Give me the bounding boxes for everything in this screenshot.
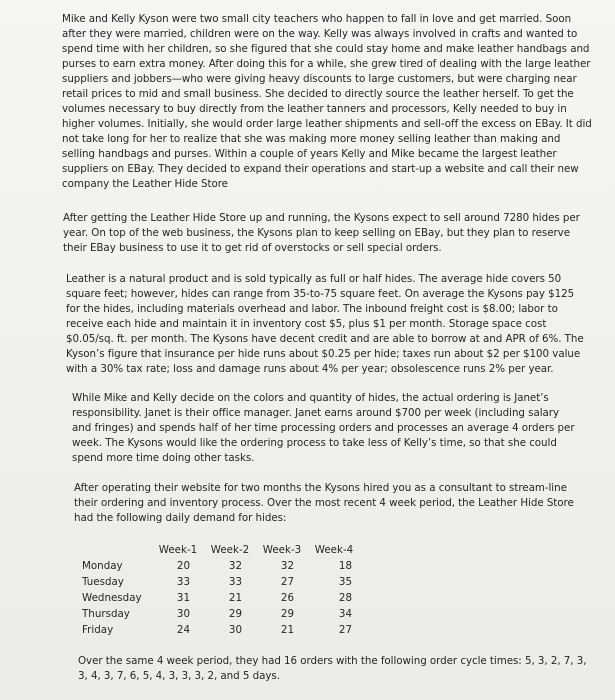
daily-demand-table — [82, 542, 360, 638]
table-cell-day: Tuesday — [82, 576, 124, 588]
table-cell-day: Thursday — [82, 608, 130, 620]
table-cell: 34 — [338, 608, 352, 620]
table-header-week-2: Week-2 — [210, 544, 250, 556]
table-row — [82, 590, 360, 606]
paragraph-background: Mike and Kelly Kyson were two small city teachers who happen to fall in love and get married. Soon after they were married, children were on the way. Kelly was always involved in crafts and wanted to spend time with her children, so she figured that she could stay home and make leather handbags and purses to earn extra money. After doing this for a while, she grew tired of dealing with the large leather suppliers and jobbers—who were giving heavy discounts to large customers, but were charging near retail prices to mid and small business. She decided to directly source the leather herself. To get the volumes necessary to buy directly from the leather tanners and processors, Kelly needed to buy in higher volumes. Initially, she would order large leather shipments and sell-off the excess on EBay. It did not take long for her to realize that she was making more money selling leather than making and selling handbags and purses. Within a couple of years Kelly and Mike became the largest leather suppliers on EBay. They decided to expand their operations and start-up a website and call their new company the Leather Hide Store — [62, 13, 592, 190]
table-row — [82, 574, 360, 590]
paragraph-consultant-intro: After operating their website for two months the Kysons hired you as a consultant to stream-line their ordering and inventory process. Over the most recent 4 week period, the Leather Hide Store had the following daily demand for hides: — [74, 482, 574, 524]
table-cell-day: Friday — [82, 624, 114, 636]
table-header-week-1: Week-1 — [158, 544, 198, 556]
table-cell: 33 — [176, 576, 190, 588]
table-header-week-4: Week-4 — [314, 544, 354, 556]
table-cell-day: Monday — [82, 560, 123, 572]
table-cell: 33 — [228, 576, 242, 588]
table-header-week-3: Week-3 — [262, 544, 302, 556]
table-cell: 29 — [280, 608, 294, 620]
table-header-corner — [82, 542, 152, 558]
table-cell: 21 — [228, 592, 242, 604]
table-row — [82, 622, 360, 638]
table-cell: 30 — [228, 624, 242, 636]
table-cell-day: Wednesday — [82, 592, 142, 604]
table-cell: 31 — [176, 592, 190, 604]
table-cell: 21 — [280, 624, 294, 636]
table-cell: 30 — [176, 608, 190, 620]
table-cell: 27 — [338, 624, 352, 636]
table-cell: 35 — [338, 576, 352, 588]
paragraph-ordering-responsibility: While Mike and Kelly decide on the colors and quantity of hides, the actual ordering is Janet’s responsibility. Janet is their office manager. Janet earns around $700 per week (including salary and fringes) and spends half of her time processing orders and processes an average 4 orders per week. The Kysons would like the ordering process to take less of Kelly’s time, so that she could spend more time doing other tasks. — [72, 392, 575, 464]
paragraph-order-cycle-times: Over the same 4 week period, they had 16 orders with the following order cycle times: 5, 3, 2, 7, 3, 3, 4, 3, 7, 6, 5, 4, 3, 3, 3, 2, and 5 days. — [78, 655, 587, 682]
table-cell: 27 — [280, 576, 294, 588]
paragraph-expected-sales: After getting the Leather Hide Store up and running, the Kysons expect to sell around 7280 hides per year. On top of the web business, the Kysons plan to keep selling on EBay, but they plan to reserve their EBay business to use it to get rid of overstocks or sell special orders. — [63, 212, 580, 254]
table-cell: 26 — [280, 592, 294, 604]
table-header-row — [82, 542, 360, 558]
table-cell: 20 — [176, 560, 190, 572]
table-row — [82, 558, 360, 574]
table-cell: 28 — [338, 592, 352, 604]
table-cell: 32 — [280, 560, 294, 572]
table-cell: 29 — [228, 608, 242, 620]
table-cell: 24 — [176, 624, 190, 636]
table-cell: 32 — [228, 560, 242, 572]
table-row — [82, 606, 360, 622]
table-cell: 18 — [338, 560, 352, 572]
paragraph-cost-details: Leather is a natural product and is sold typically as full or half hides. The average hide covers 50 square feet; however, hides can range from 35-to-75 square feet. On average the Kysons pay $125 for the hides, including materials overhead and labor. The inbound freight cost is $8.00; labor to receive each hide and maintain it in inventory cost $5, plus $1 per month. Storage space cost $0.05/sq. ft. per month. The Kysons have decent credit and are able to borrow at and APR of 6%. The Kyson’s figure that insurance per hide runs about $0.25 per hide; taxes run about $2 per $100 value with a 30% tax rate; loss and damage runs about 4% per year; obsolescence runs 2% per year. — [66, 273, 584, 375]
